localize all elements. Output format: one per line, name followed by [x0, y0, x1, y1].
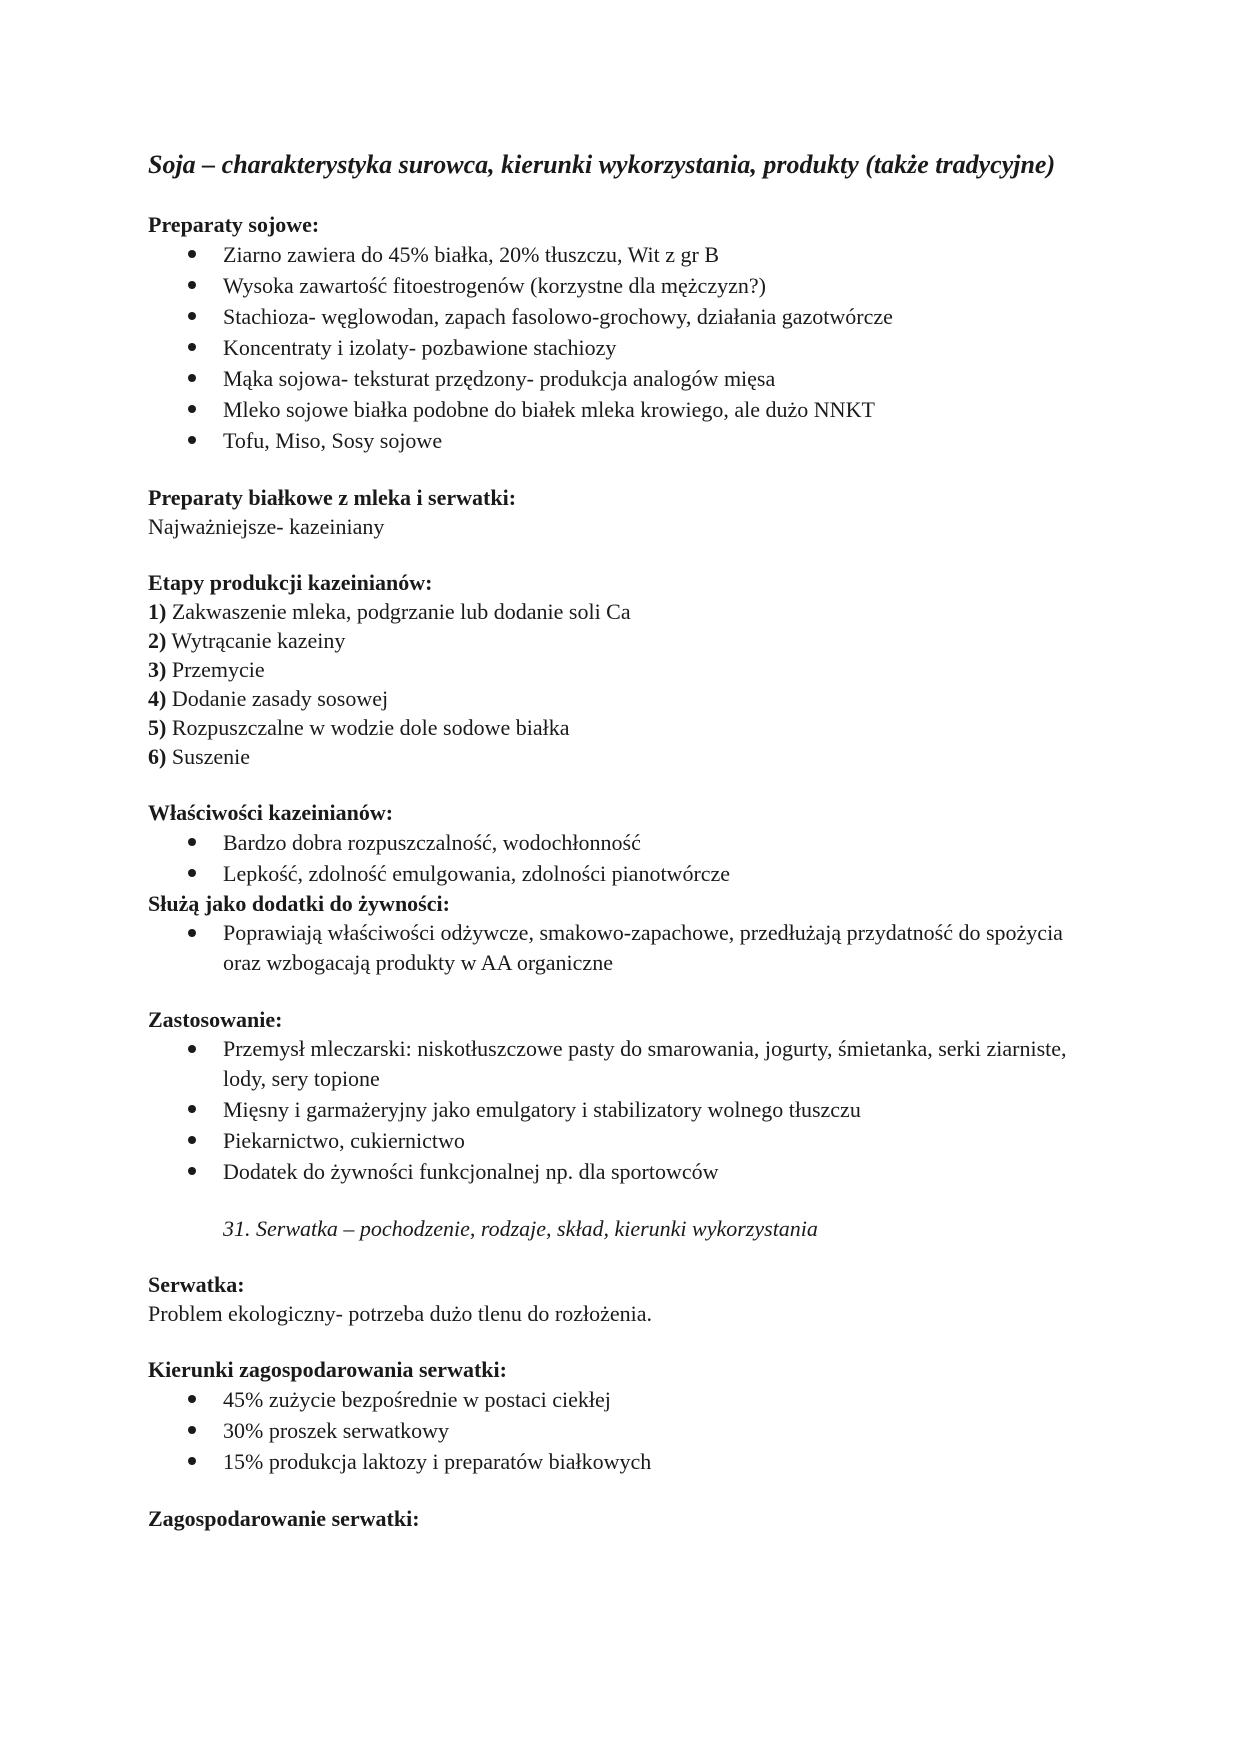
spacer [148, 978, 1098, 1005]
step-item: 2) Wytrącanie kazeiny [148, 628, 346, 653]
bullet-icon [188, 436, 196, 444]
list-item: Poprawiają właściwości odżywcze, smakowo-zapachowe, przedłużają przydatność do spożycia oraz wzbogacają produkty w AA organiczne [148, 918, 1098, 978]
section-heading-stages: Etapy produkcji kazeinianów: [148, 570, 433, 595]
section-heading-properties: Właściwości kazeinianów: [148, 800, 394, 825]
bullet-icon [188, 1457, 196, 1465]
section-heading-usage: Zastosowanie: [148, 1007, 283, 1032]
spacer [148, 456, 1098, 483]
document-title: Soja – charakterystyka surowca, kierunki wykorzystania, produkty (także tradycyjne) [148, 150, 1056, 179]
list-item: Mąka sojowa- teksturat przędzony- produkcja analogów mięsa [148, 363, 1098, 394]
whey-text: Problem ekologiczny- potrzeba dużo tlenu do rozłożenia. [148, 1301, 652, 1326]
list-item: 15% produkcja laktozy i preparatów białkowych [148, 1446, 1098, 1477]
bullet-icon [188, 838, 196, 846]
bullet-icon [188, 1395, 196, 1403]
bullet-icon [188, 869, 196, 877]
spacer [148, 1328, 1098, 1355]
whey-section-title: 31. Serwatka – pochodzenie, rodzaje, skład, kierunki wykorzystania [223, 1216, 818, 1241]
step-item: 5) Rozpuszczalne w wodzie dole sodowe białka [148, 715, 570, 740]
bullet-icon [188, 929, 196, 937]
bullet-icon [188, 281, 196, 289]
section-heading-additives: Służą jako dodatki do żywności: [148, 891, 450, 916]
document-page [148, 148, 1098, 1533]
section-heading-milk: Preparaty białkowe z mleka i serwatki: [148, 485, 517, 510]
bullet-icon [188, 1045, 196, 1053]
section-heading-soy: Preparaty sojowe: [148, 212, 320, 237]
list-item: Stachioza- węglowodan, zapach fasolowo-grochowy, działania gazotwórcze [148, 301, 1098, 332]
step-item: 4) Dodanie zasady sosowej [148, 686, 389, 711]
soy-list [148, 239, 1098, 456]
list-item: Bardzo dobra rozpuszczalność, wodochłonność [148, 827, 1098, 858]
step-item: 6) Suszenie [148, 744, 251, 769]
step-item: 1) Zakwaszenie mleka, podgrzanie lub dodanie soli Ca [148, 599, 631, 624]
list-item: Koncentraty i izolaty- pozbawione stachiozy [148, 332, 1098, 363]
spacer [148, 771, 1098, 798]
bullet-icon [188, 405, 196, 413]
list-item: Mleko sojowe białka podobne do białek mleka krowiego, ale dużo NNKT [148, 394, 1098, 425]
usage-list [148, 1034, 1098, 1187]
list-item: Mięsny i garmażeryjny jako emulgatory i stabilizatory wolnego tłuszczu [148, 1094, 1098, 1125]
spacer [148, 1477, 1098, 1504]
list-item: Dodatek do żywności funkcjonalnej np. dla sportowców [148, 1156, 1098, 1187]
bullet-icon [188, 1426, 196, 1434]
list-item: 30% proszek serwatkowy [148, 1415, 1098, 1446]
bullet-icon [188, 1105, 196, 1113]
list-item: Przemysł mleczarski: niskotłuszczowe pasty do smarowania, jogurty, śmietanka, serki ziarniste, lody, sery topione [148, 1034, 1098, 1094]
list-item: Lepkość, zdolność emulgowania, zdolności pianotwórcze [148, 858, 1098, 889]
section-heading-whey-directions: Kierunki zagospodarowania serwatki: [148, 1357, 507, 1382]
bullet-icon [188, 1167, 196, 1175]
spacer [148, 541, 1098, 568]
list-item: Ziarno zawiera do 45% białka, 20% tłuszczu, Wit z gr B [148, 239, 1098, 270]
list-item: Piekarnictwo, cukiernictwo [148, 1125, 1098, 1156]
whey-directions-list [148, 1384, 1098, 1477]
bullet-icon [188, 343, 196, 351]
bullet-icon [188, 1136, 196, 1144]
list-item: Tofu, Miso, Sosy sojowe [148, 425, 1098, 456]
list-item: 45% zużycie bezpośrednie w postaci ciekłej [148, 1384, 1098, 1415]
milk-text: Najważniejsze- kazeiniany [148, 514, 385, 539]
section-heading-whey-management: Zagospodarowanie serwatki: [148, 1506, 420, 1531]
section-heading-whey: Serwatka: [148, 1272, 245, 1297]
step-item: 3) Przemycie [148, 657, 265, 682]
spacer [148, 1243, 1098, 1270]
properties-list [148, 827, 1098, 889]
bullet-icon [188, 312, 196, 320]
spacer [148, 1187, 1098, 1214]
bullet-icon [188, 374, 196, 382]
bullet-icon [188, 250, 196, 258]
additives-list [148, 918, 1098, 978]
list-item: Wysoka zawartość fitoestrogenów (korzystne dla mężczyzn?) [148, 270, 1098, 301]
